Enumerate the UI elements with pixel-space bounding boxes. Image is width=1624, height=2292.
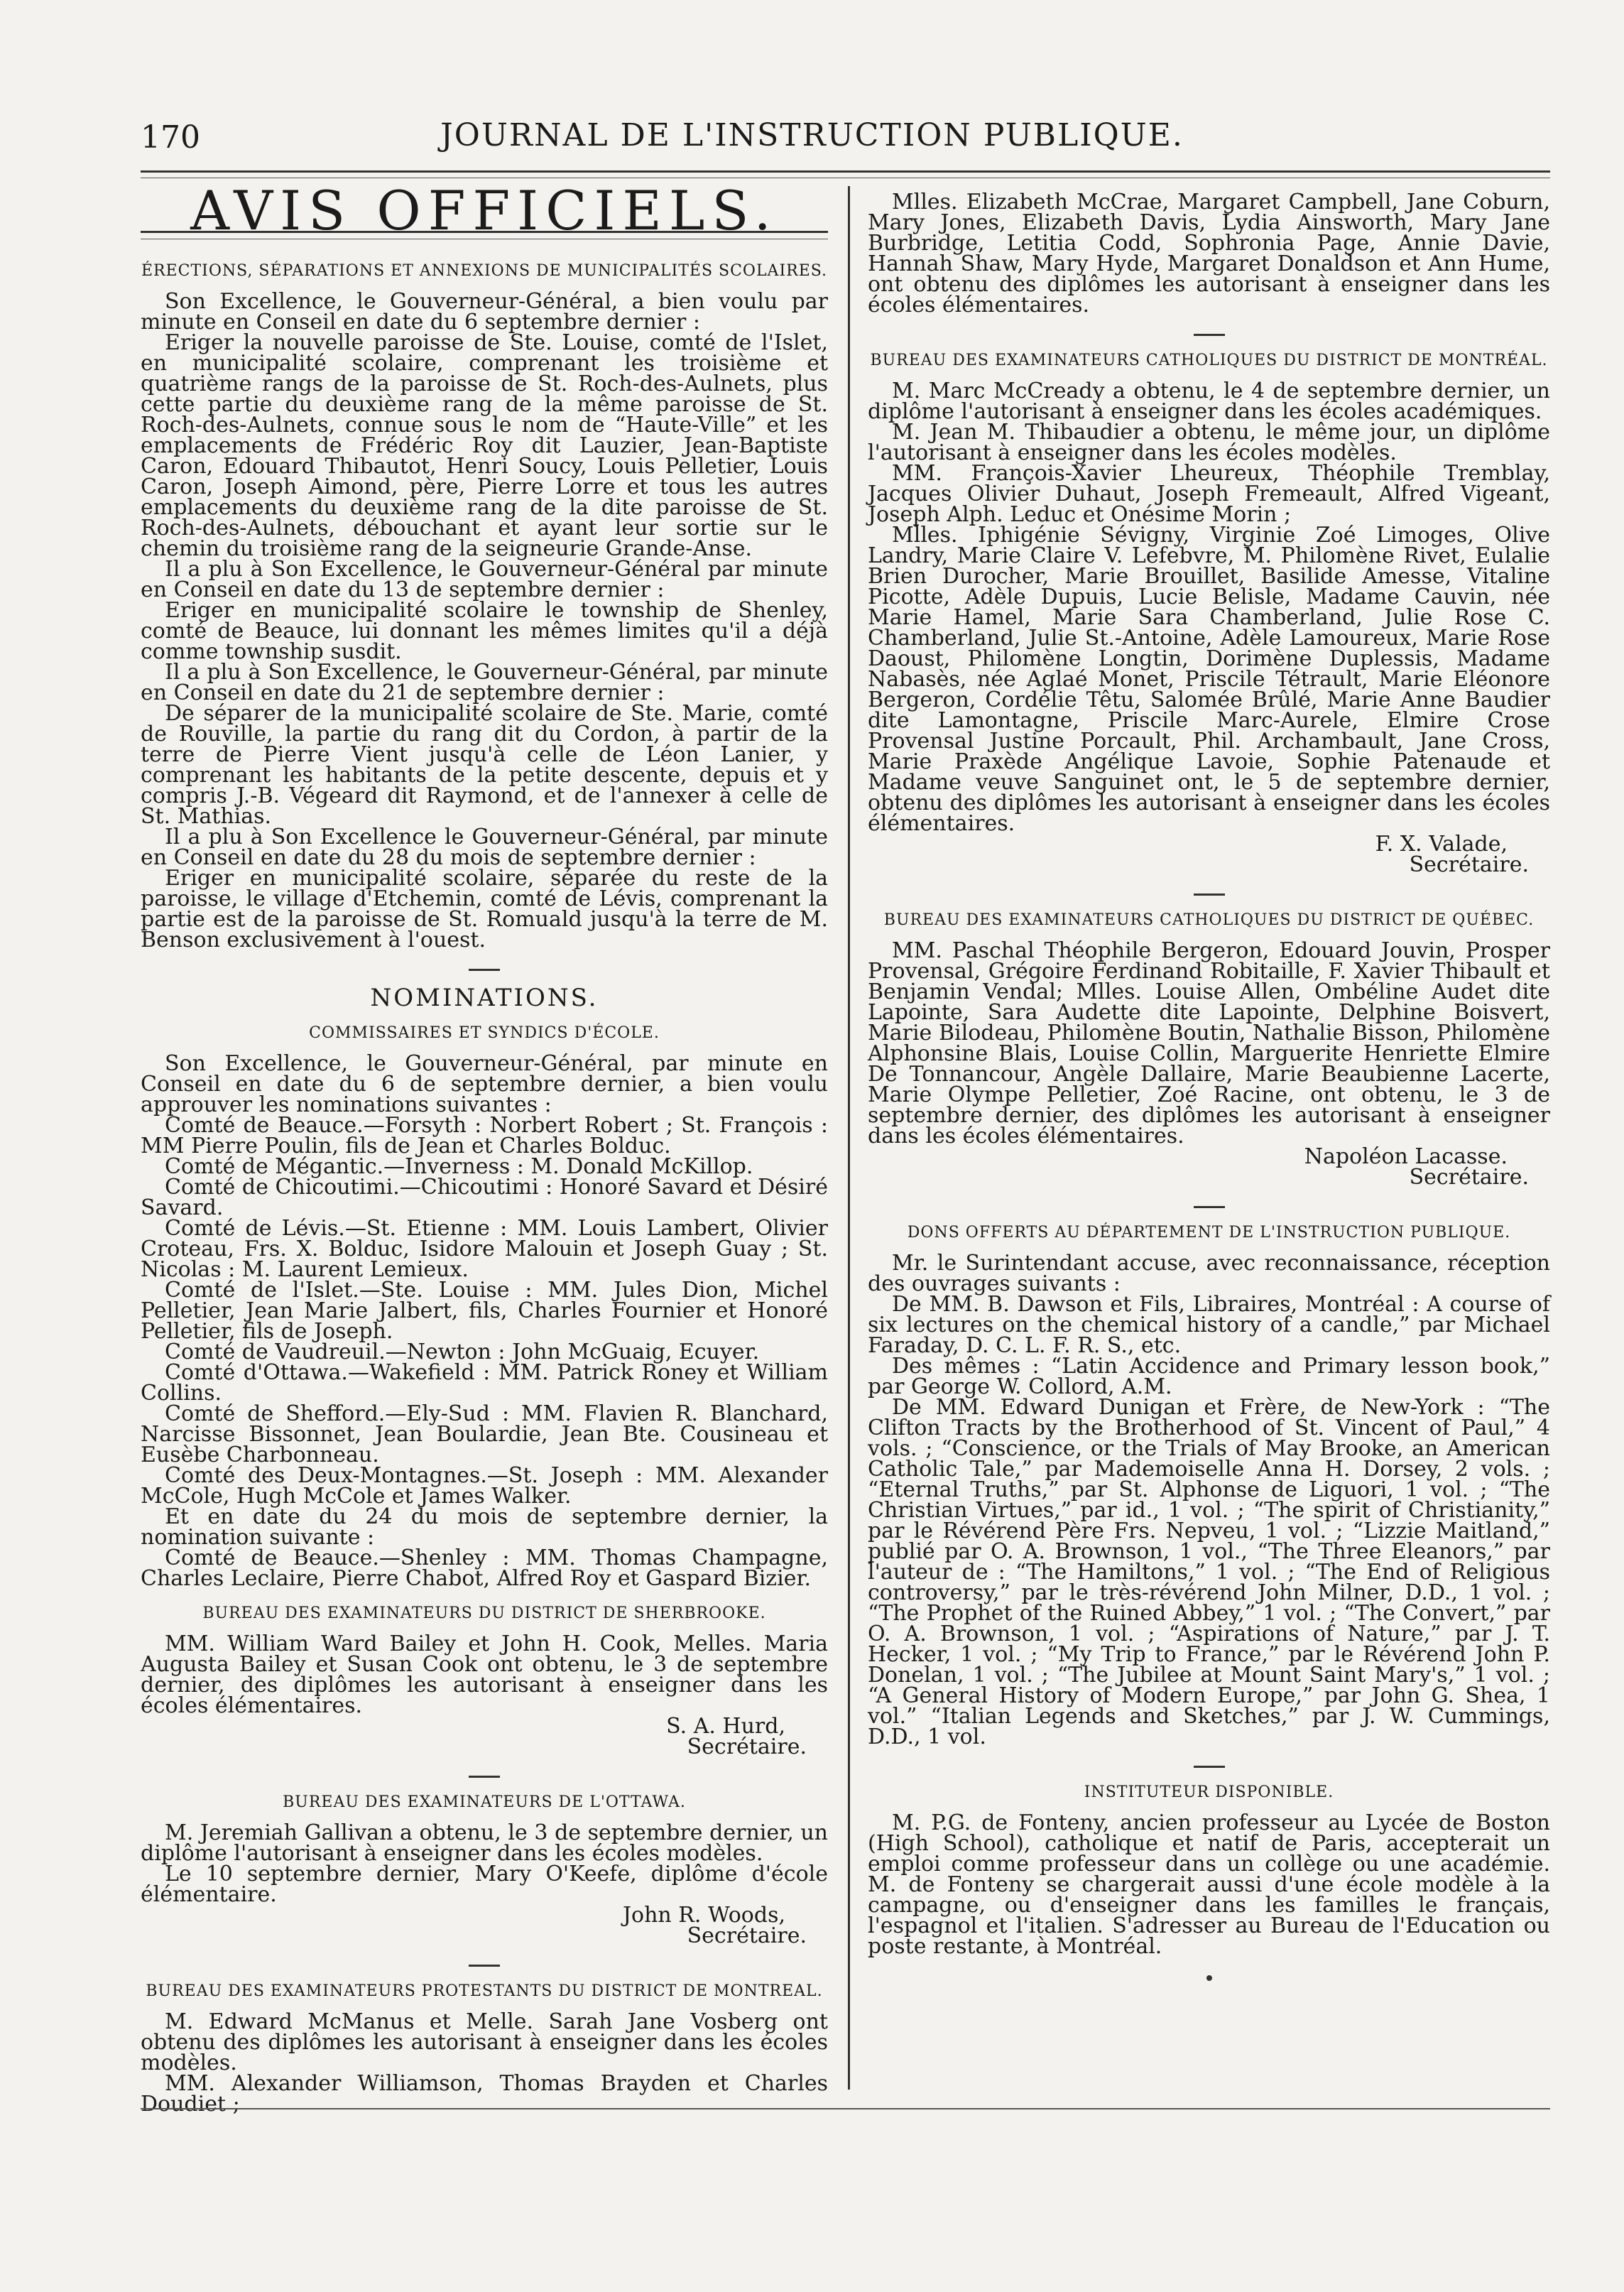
paragraph: Eriger en municipalité scolaire, séparée du reste de la paroisse, le village d'Etchemin, comté de Lévis, comprenant la partie est de la paroisse de St. Romuald jusqu'à la terre de M. Benson exclusivement à l'ouest. <box>141 866 828 952</box>
signature-role: Secrétaire. <box>687 1734 807 1759</box>
signature-name: John R. Woods, <box>623 1903 785 1928</box>
section-heading-catholic-montreal: BUREAU DES EXAMINATEURS CATHOLIQUES DU DISTRICT DE MONTRÉAL. <box>870 352 1548 369</box>
signature-role: Secrétaire. <box>687 1923 807 1948</box>
paragraph: De MM. Edward Dunigan et Frère, de New-York : “The Clifton Tracts by the Brotherhood of St. Vincent of Paul,” 4 vols. ; “Conscience, or the Trials of May Brooke, an American Catholic Tale,” par Mademoiselle Anna H. Dorsey, 2 vols. ; “Eternal Truths,” par St. Alphonse de Liguori, 1 vol. ; “The Christian Virtues,” par id., 1 vol. ; “The spirit of Christianity,” par le Révérend Père Frs. Nepveu, 1 vol. ; “Lizzie Maitland,” publié par O. A. Brownson, 1 vol., “The Three Eleanors,” par l'auteur de : “The Hamiltons,” 1 vol. ; “The End of Religious controversy,” par le très-révérend John Milner, D.D., 1 vol. ; “The Prophet of the Ruined Abbey,” 1 vol. ; “The Convert,” par O. A. Brownson, 1 vol. ; “Aspirations of Nature,” par J. T. Hecker, 1 vol. ; “My Trip to France,” par le Révérend John P. Donelan, 1 vol. ; “The Jubilee at Mount Saint Mary's,” 1 vol. ; “A General History of Modern Europe,” par John G. Shea, 1 vol.” “Italian Legends and Sketches,” par J. W. Cummings, D.D., 1 vol. <box>868 1395 1550 1749</box>
paragraph: Comté des Deux-Montagnes.—St. Joseph : MM. Alexander McCole, Hugh McCole et James Walker. <box>141 1463 828 1509</box>
end-dot <box>1206 1975 1212 1981</box>
masthead: AVIS OFFICIELS. <box>190 179 778 242</box>
signature-name: S. A. Hurd, <box>666 1714 785 1739</box>
nominations-subheading: COMMISSAIRES ET SYNDICS D'ÉCOLE. <box>309 1024 660 1042</box>
paragraph: Comté de Vaudreuil.—Newton : John McGuaig, Ecuyer. <box>165 1340 760 1364</box>
paragraph: MM. François-Xavier Lheureux, Théophile Tremblay, Jacques Olivier Duhaut, Joseph Fremeault, Alfred Vigeant, Joseph Alph. Leduc et Onésime Morin ; <box>868 461 1550 527</box>
paragraph: M. Edward McManus et Melle. Sarah Jane Vosberg ont obtenu des diplômes les autorisant à enseigner dans les écoles modèles. <box>141 2009 828 2075</box>
paragraph: Eriger en municipalité scolaire le township de Shenley, comté de Beauce, lui donnant les mêmes limites qu'il a déjà comme township susdit. <box>141 598 828 664</box>
section-heading-dons: DONS OFFERTS AU DÉPARTEMENT DE L'INSTRUCTION PUBLIQUE. <box>907 1224 1511 1242</box>
section-separator <box>1194 894 1225 896</box>
paragraph: Mlles. Elizabeth McCrae, Margaret Campbell, Jane Coburn, Mary Jones, Elizabeth Davis, Lydia Ainsworth, Mary Jane Burbridge, Letitia Codd, Sophronia Page, Annie Davie, Hannah Shaw, Mary Hyde, Margaret Donaldson et Ann Hume, ont obtenu des diplômes les autorisant à enseigner dans les écoles élémentaires. <box>868 190 1550 317</box>
paragraph: MM. Alexander Williamson, Thomas Brayden et Charles Doudiet ; <box>141 2071 828 2117</box>
paragraph: M. Jeremiah Gallivan a obtenu, le 3 de septembre dernier, un diplôme l'autorisant à enseigner dans les écoles modèles. <box>141 1820 828 1866</box>
paragraph: MM. Paschal Théophile Bergeron, Edouard Jouvin, Prosper Provensal, Grégoire Ferdinand Robitaille, F. Xavier Thibault et Benjamin Vendal; Mlles. Louise Allen, Ombéline Audet dite Lapointe, Sara Audette dite Lapointe, Delphine Boisvert, Marie Bilodeau, Philomène Boutin, Nathalie Bisson, Philomène Alphonsine Blais, Louise Collin, Marguerite Henriette Elmire De Tonnancour, Angèle Dallaire, Marie Beaubienne Lacerte, Marie Olympe Pelletier, Zoé Racine, ont obtenu, le 3 de septembre dernier, des diplômes les autorisant à enseigner dans les écoles élémentaires. <box>868 938 1550 1148</box>
paragraph: M. Marc McCready a obtenu, le 4 de septembre dernier, un diplôme l'autorisant à enseigner dans les écoles académiques. <box>868 379 1550 424</box>
paragraph: Son Excellence, le Gouverneur-Général, a bien voulu par minute en Conseil en date du 6 septembre dernier : <box>141 289 828 335</box>
paragraph: Le 10 septembre dernier, Mary O'Keefe, diplôme d'école élémentaire. <box>141 1862 828 1907</box>
paragraph: Comté de Shefford.—Ely-Sud : MM. Flavien R. Blanchard, Narcisse Bissonnet, Jean Boulardie, Jean Bte. Cousineau et Eusèbe Charbonneau. <box>141 1401 828 1467</box>
paragraph: M. Jean M. Thibaudier a obtenu, le même jour, un diplôme l'autorisant à enseigner dans les écoles modèles. <box>868 420 1550 465</box>
paragraph: Il a plu à Son Excellence, le Gouverneur-Général par minute en Conseil en date du 13 de septembre dernier : <box>141 557 828 602</box>
paragraph: Comté d'Ottawa.—Wakefield : MM. Patrick Roney et William Collins. <box>141 1360 828 1406</box>
paragraph: Il a plu à Son Excellence le Gouverneur-Général, par minute en Conseil en date du 28 du mois de septembre dernier : <box>141 825 828 870</box>
paragraph: MM. William Ward Bailey et John H. Cook, Melles. Maria Augusta Bailey et Susan Cook ont obtenu, le 3 de septembre dernier, des diplômes les autorisant à enseigner dans les écoles élémentaires. <box>141 1631 828 1718</box>
section-heading-sherbrooke: BUREAU DES EXAMINATEURS DU DISTRICT DE SHERBROOKE. <box>202 1604 766 1622</box>
section-separator <box>469 1776 500 1778</box>
running-title: JOURNAL DE L'INSTRUCTION PUBLIQUE. <box>440 117 1184 153</box>
nominations-heading: NOMINATIONS. <box>370 984 599 1012</box>
signature-role: Secrétaire. <box>1409 1165 1529 1190</box>
page-number: 170 <box>141 119 200 156</box>
paragraph: Comté de Beauce.—Forsyth : Norbert Robert ; St. François : MM Pierre Poulin, fils de Jean et Charles Bolduc. <box>141 1113 828 1158</box>
paragraph: De séparer de la municipalité scolaire de Ste. Marie, comté de Rouville, la partie du rang dit du Cordon, à partir de la terre de Pierre Vient jusqu'à celle de Léon Lanier, y comprenant les habitants de la petite descente, depuis et y compris J.-B. Végeard dit Raymond, et de l'annexer à celle de St. Mathias. <box>141 701 828 829</box>
signature-role: Secrétaire. <box>1409 852 1529 877</box>
section-separator <box>1194 1206 1225 1208</box>
paragraph: Comté de Mégantic.—Inverness : M. Donald McKillop. <box>165 1154 753 1179</box>
paragraph: Eriger la nouvelle paroisse de Ste. Louise, comté de l'Islet, en municipalité scolaire, comprenant les troisième et quatrième rangs de la paroisse de St. Roch-des-Aulnets, plus cette partie du deuxième rang de la même paroisse de St. Roch-des-Aulnets, connue sous le nom de “Haute-Ville” et les emplacements de Frédéric Roy dit Lauzier, Jean-Baptiste Caron, Edouard Thibautot, Henri Soucy, Louis Pelletier, Louis Caron, Joseph Aimond, père, Pierre Lorre et tous les autres emplacements du deuxième rang de la dite paroisse de St. Roch-des-Aulnets, débouchant et ayant leur sortie sur le chemin du troisième rang de la seigneurie Grande-Anse. <box>141 330 828 561</box>
signature-name: Napoléon Lacasse. <box>1304 1144 1508 1169</box>
paragraph: Comté de Chicoutimi.—Chicoutimi : Honoré Savard et Désiré Savard. <box>141 1175 828 1220</box>
right-column <box>868 192 1550 1981</box>
bottom-rule <box>141 2108 1550 2109</box>
paragraph: De MM. B. Dawson et Fils, Libraires, Montréal : A course of six lectures on the chemical history of a candle,” par Michael Faraday, D. C. L. F. R. S., etc. <box>868 1292 1550 1358</box>
section-separator <box>469 969 500 971</box>
paragraph: Comté de l'Islet.—Ste. Louise : MM. Jules Dion, Michel Pelletier, Jean Marie Jalbert, fils, Charles Fournier et Honoré Pelletier, fils de Joseph. <box>141 1278 828 1344</box>
paragraph: Des mêmes : “Latin Accidence and Primary lesson book,” par George W. Collord, A.M. <box>868 1354 1550 1399</box>
paragraph: Mlles. Iphigénie Sévigny, Virginie Zoé Limoges, Olive Landry, Marie Claire V. Lefebvre, M. Philomène Rivet, Eulalie Brien Durocher, Marie Brouillet, Basilide Amesse, Vitaline Picotte, Adèle Dupuis, Lucie Belisle, Madame Cauvin, née Marie Hamel, Marie Sara Chamberland, Julie Rose C. Chamberland, Julie St.-Antoine, Adèle Lamoureux, Marie Rose Daoust, Philomène Longtin, Dorimène Duplessis, Madame Nabasès, née Aglaé Monet, Priscile Tétrault, Marie Eléonore Bergeron, Cordélie Têtu, Salomée Brûlé, Marie Anne Baudier dite Lamontagne, Priscile Marc-Aurele, Elmire Crose Provensal Justine Porcault, Phil. Archambault, Jane Cross, Marie Praxède Angélique Lavoie, Sophie Patenaude et Madame veuve Sanguinet ont, le 5 de septembre dernier, obtenu des diplômes les autorisant à enseigner dans les écoles élémentaires. <box>868 523 1550 836</box>
paragraph: Comté de Beauce.—Shenley : MM. Thomas Champagne, Charles Leclaire, Pierre Chabot, Alfred Roy et Gaspard Bizier. <box>141 1546 828 1591</box>
section-separator <box>1194 1766 1225 1768</box>
paragraph: M. P.G. de Fonteny, ancien professeur au Lycée de Boston (High School), catholique et natif de Paris, accepterait un emploi comme professeur dans un collège ou une académie. M. de Fonteny se chargerait aussi d'une école modèle à la campagne, ou d'enseigner dans les familles le français, l'espagnol et l'italien. S'adresser au Bureau de l'Education ou poste restante, à Montréal. <box>868 1810 1550 1959</box>
paragraph: Son Excellence, le Gouverneur-Général, par minute en Conseil en date du 6 de septembre dernier, a bien voulu approuver les nominations suivantes : <box>141 1051 828 1117</box>
column-divider <box>848 186 850 2090</box>
section-separator <box>469 1965 500 1967</box>
left-column <box>141 179 828 2117</box>
paragraph: Mr. le Surintendant accuse, avec reconnaissance, réception des ouvrages suivants : <box>868 1251 1550 1296</box>
section-heading-quebec: BUREAU DES EXAMINATEURS CATHOLIQUES DU DISTRICT DE QUÉBEC. <box>883 911 1535 929</box>
section-heading-erections: ÉRECTIONS, SÉPARATIONS ET ANNEXIONS DE MUNICIPALITÉS SCOLAIRES. <box>141 262 828 280</box>
section-heading-instituteur: INSTITUTEUR DISPONIBLE. <box>1084 1783 1334 1801</box>
paragraph: Il a plu à Son Excellence, le Gouverneur-Général, par minute en Conseil en date du 21 de septembre dernier : <box>141 660 828 705</box>
section-heading-protestant: BUREAU DES EXAMINATEURS PROTESTANTS DU DISTRICT DE MONTREAL. <box>146 1982 823 2000</box>
header-rule <box>141 170 1550 173</box>
signature-name: F. X. Valade, <box>1375 832 1508 857</box>
section-separator <box>1194 334 1225 336</box>
section-heading-ottawa: BUREAU DES EXAMINATEURS DE L'OTTAWA. <box>283 1793 686 1811</box>
paragraph: Comté de Lévis.—St. Etienne : MM. Louis Lambert, Olivier Croteau, Frs. X. Bolduc, Isidore Malouin et Joseph Guay ; St. Nicolas : M. Laurent Lemieux. <box>141 1216 828 1282</box>
paragraph: Et en date du 24 du mois de septembre dernier, la nomination suivante : <box>141 1504 828 1550</box>
